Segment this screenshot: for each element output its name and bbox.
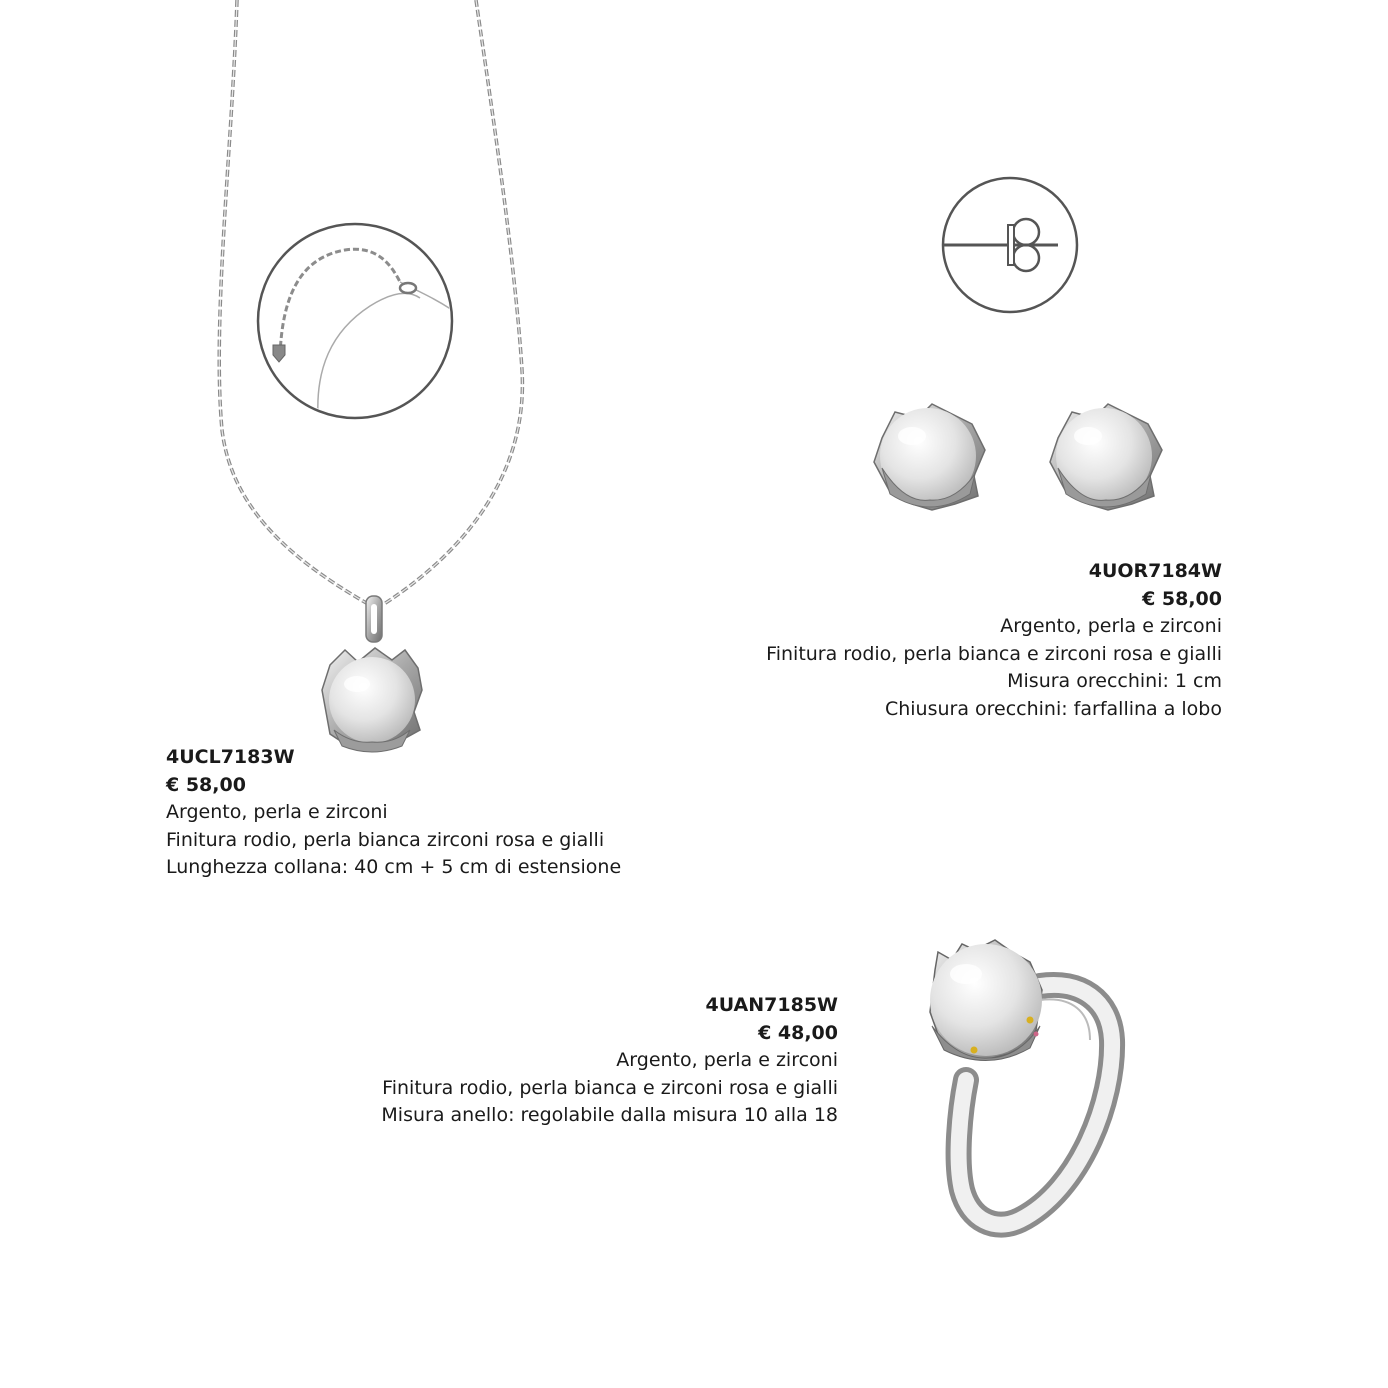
product-price: € 48,00 xyxy=(758,1021,838,1044)
product-description-line: Finitura rodio, perla bianca zirconi rosa e gialli xyxy=(166,828,605,851)
clasp-detail-inset xyxy=(258,224,455,418)
product-necklace-info xyxy=(166,744,621,882)
product-code: 4UOR7184W xyxy=(1088,560,1222,582)
product-description-line: Finitura rodio, perla bianca e zirconi rosa e gialli xyxy=(766,642,1222,665)
earring-right xyxy=(1050,404,1162,510)
earring-left xyxy=(874,404,985,510)
product-description-line: Argento, perla e zirconi xyxy=(166,801,388,823)
product-description-line: Argento, perla e zirconi xyxy=(1000,615,1222,637)
product-code: 4UAN7185W xyxy=(705,994,838,1016)
product-ring-info xyxy=(381,992,838,1130)
ring xyxy=(930,940,1112,1225)
necklace-pendant xyxy=(322,596,422,752)
product-description-line: Argento, perla e zirconi xyxy=(616,1049,838,1071)
product-description-line: Misura orecchini: 1 cm xyxy=(1007,670,1222,692)
product-description-line: Misura anello: regolabile dalla misura 10 alla 18 xyxy=(381,1104,838,1126)
earring-back-detail xyxy=(943,178,1077,312)
product-price: € 58,00 xyxy=(1142,587,1222,610)
product-description-line: Finitura rodio, perla bianca e zirconi rosa e gialli xyxy=(382,1076,838,1099)
product-price: € 58,00 xyxy=(166,773,246,796)
product-earrings-info xyxy=(766,558,1222,723)
product-description-line: Lunghezza collana: 40 cm + 5 cm di estensione xyxy=(166,856,622,878)
product-description-line: Chiusura orecchini: farfallina a lobo xyxy=(884,697,1222,720)
product-code: 4UCL7183W xyxy=(166,746,295,768)
